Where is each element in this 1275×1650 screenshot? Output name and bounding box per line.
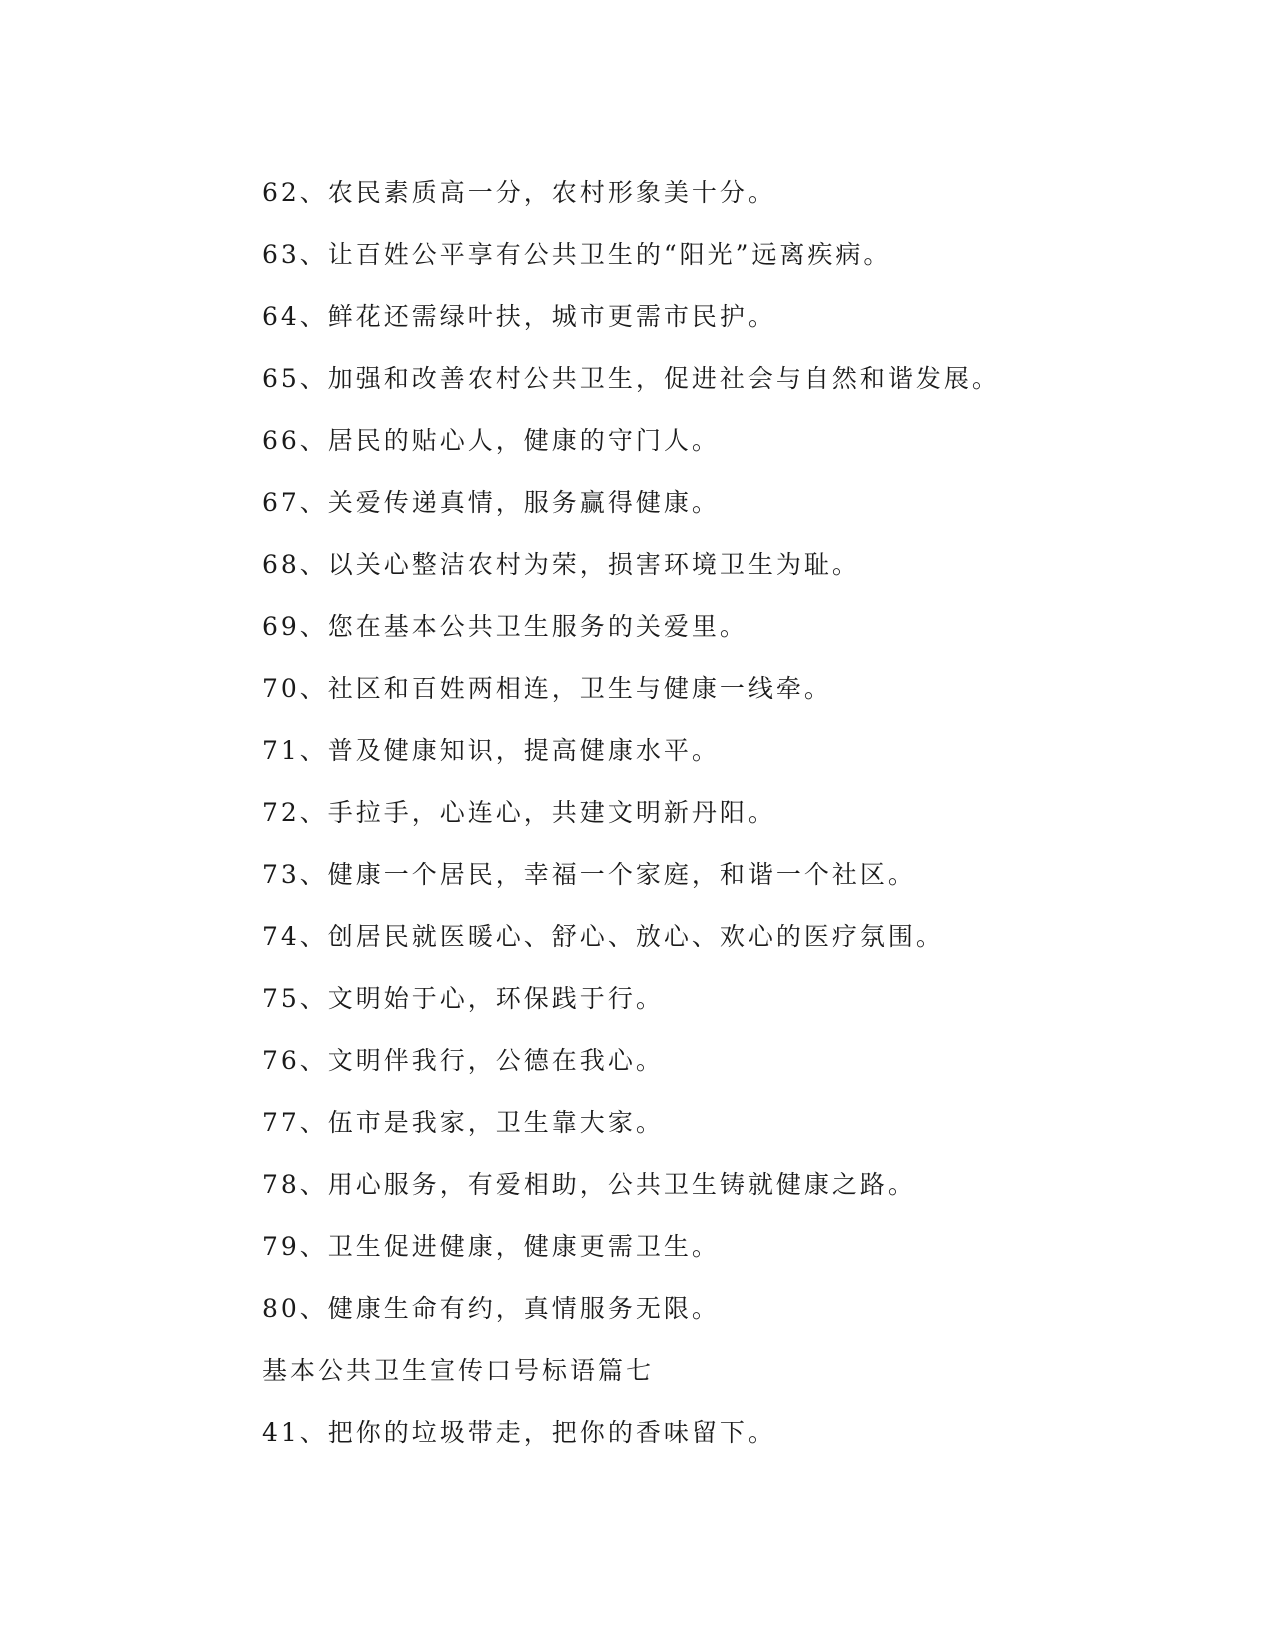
slogan-line-77: 77、伍市是我家，卫生靠大家。 — [262, 1108, 664, 1137]
slogan-line-73: 73、健康一个居民，幸福一个家庭，和谐一个社区。 — [262, 860, 916, 889]
slogan-line-67: 67、关爱传递真情，服务赢得健康。 — [262, 488, 720, 517]
slogan-line-78: 78、用心服务，有爱相助，公共卫生铸就健康之路。 — [262, 1170, 916, 1199]
slogan-line-80: 80、健康生命有约，真情服务无限。 — [262, 1294, 720, 1323]
slogan-line-64: 64、鲜花还需绿叶扶，城市更需市民护。 — [262, 302, 776, 331]
slogan-line-74: 74、创居民就医暖心、舒心、放心、欢心的医疗氛围。 — [262, 922, 944, 951]
slogan-line-66: 66、居民的贴心人，健康的守门人。 — [262, 426, 720, 455]
slogan-line-62: 62、农民素质高一分，农村形象美十分。 — [262, 178, 776, 207]
slogan-line-79: 79、卫生促进健康，健康更需卫生。 — [262, 1232, 720, 1261]
slogan-line-65: 65、加强和改善农村公共卫生，促进社会与自然和谐发展。 — [262, 364, 1000, 393]
slogan-line-72: 72、手拉手，心连心，共建文明新丹阳。 — [262, 798, 776, 827]
slogan-line-69: 69、您在基本公共卫生服务的关爱里。 — [262, 612, 748, 641]
slogan-line-71: 71、普及健康知识，提高健康水平。 — [262, 736, 720, 765]
slogan-line-68: 68、以关心整洁农村为荣，损害环境卫生为耻。 — [262, 550, 860, 579]
slogan-line-41: 41、把你的垃圾带走，把你的香味留下。 — [262, 1418, 776, 1447]
section-heading: 基本公共卫生宣传口号标语篇七 — [262, 1356, 655, 1385]
slogan-line-63: 63、让百姓公平享有公共卫生的“阳光”远离疾病。 — [262, 240, 892, 269]
slogan-line-76: 76、文明伴我行，公德在我心。 — [262, 1046, 664, 1075]
document-body — [262, 162, 1162, 1464]
slogan-line-70: 70、社区和百姓两相连，卫生与健康一线牵。 — [262, 674, 832, 703]
slogan-line-75: 75、文明始于心，环保践于行。 — [262, 984, 664, 1013]
